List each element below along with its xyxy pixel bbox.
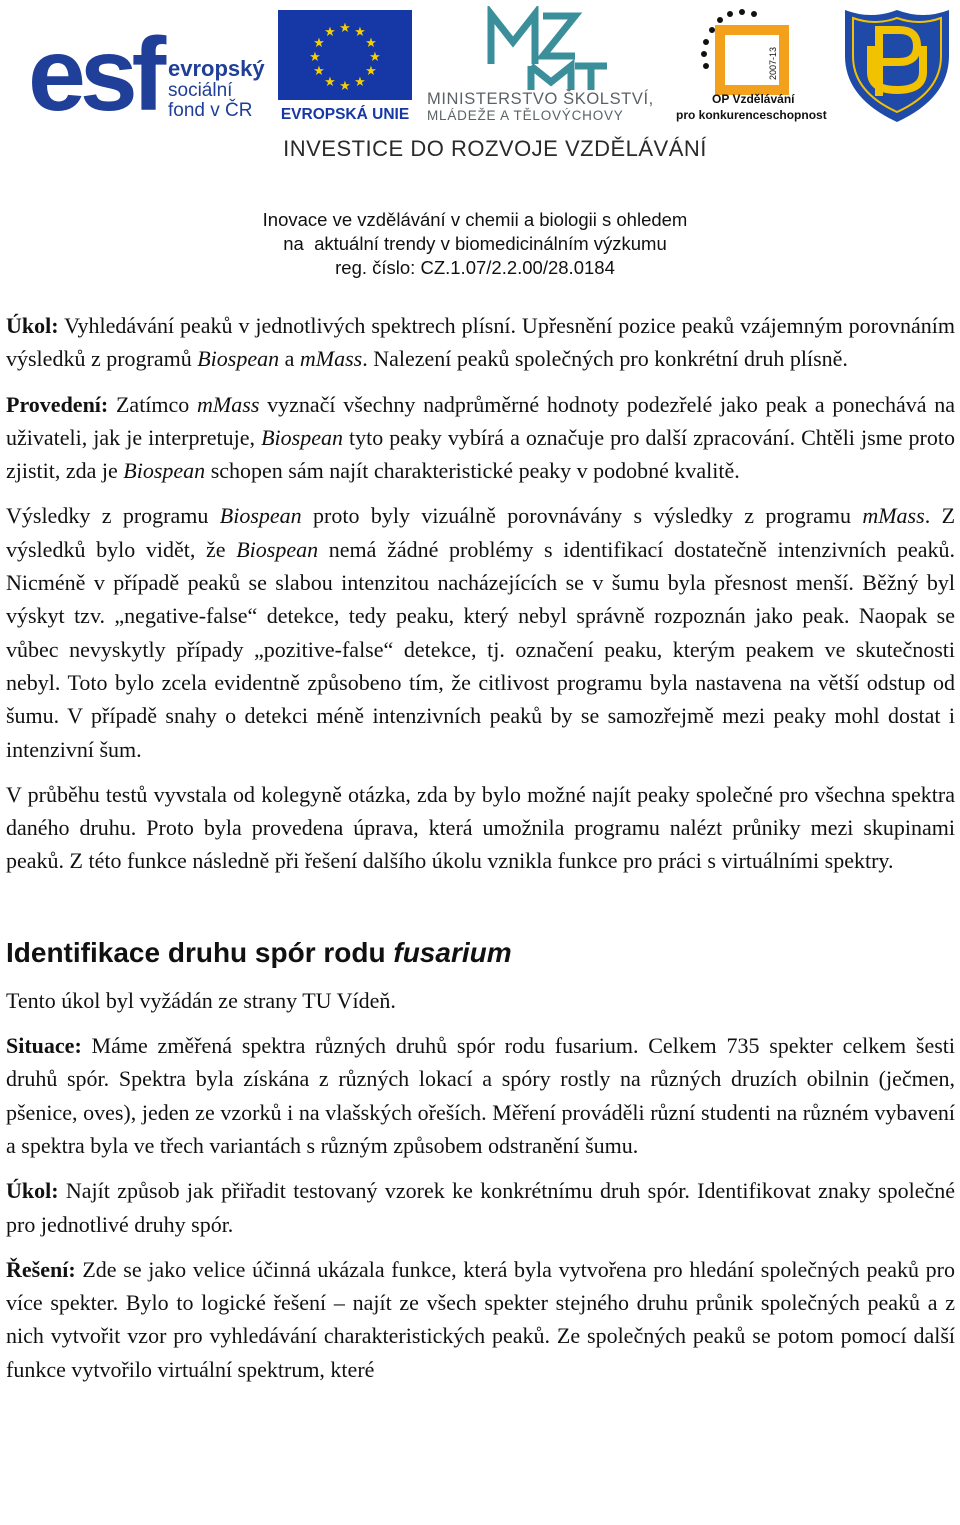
page-header	[0, 0, 960, 290]
msmt-monogram-icon	[491, 14, 607, 90]
text-run: vyznačí všechny nadprůměrné hodnoty podezřelé jako peak a ponechává na uživateli, jak je interpretuje,	[6, 391, 955, 450]
esf-logo-wordmark: esf	[28, 17, 161, 124]
op-vzdelavani-logo	[676, 6, 832, 124]
svg-text:★: ★	[339, 79, 351, 94]
svg-text:★: ★	[339, 21, 351, 36]
text-run: nemá žádné problémy s identifikací dostatečně intenzivních peaků. Nicméně v případě peaků se slabou intenzitou nacházejících se v šumu byla přesnost menší. Běžný byl výskyt tzv. „negative-false“ detekce, tedy peaku, který nebyl správně rozpoznán jako peak. Naopak se vůbec nevyskytly případy „pozitive-false“ detekce, tj. označení peaku, kterým peakem ve skutečnosti nebyl. Toto bylo zcela evidentně způsobeno tím, že citlivost programu byla nastavena na větší odstup od šumu. V případě snahy o detekci méně intenzivních peaků by se samozřejmě mezi peaky mohl dostat i intenzivní šum.	[6, 536, 955, 762]
eu-logo-caption: EVROPSKÁ UNIE	[280, 106, 410, 122]
svg-text:★: ★	[365, 36, 377, 51]
paragraph-situace	[6, 1029, 955, 1162]
svg-text:★: ★	[369, 50, 381, 65]
svg-text:★: ★	[354, 25, 366, 40]
label-reseni: Řešení:	[6, 1256, 76, 1282]
op-logo-years: 2007-13	[768, 46, 778, 80]
program-name: mMass	[299, 346, 363, 372]
paragraph-ukol	[6, 309, 955, 376]
esf-logo-line3: fond v ČR	[168, 100, 253, 121]
label-provedeni: Provedení:	[6, 391, 109, 417]
text-run: Výsledky z programu	[6, 503, 220, 529]
investice-tagline: INVESTICE DO ROZVOJE VZDĚLÁVÁNÍ	[283, 136, 707, 161]
program-name: Biospean	[236, 536, 319, 562]
esf-logo-line1: evropský	[168, 56, 265, 81]
text-run: . Z výsledků bylo vidět, že	[6, 503, 956, 562]
project-title-line1: Inovace ve vzdělávání v chemii a biologii s ohledem	[262, 209, 688, 230]
op-logo-line2: pro konkurenceschopnost	[676, 108, 827, 122]
paragraph-tento-ukol	[6, 984, 955, 1017]
university-shield-logo	[841, 6, 953, 124]
text-run: proto byly vizuálně porovnávány s výsledky z programu	[301, 503, 863, 529]
msmt-logo	[425, 6, 665, 124]
program-name: Biospean	[219, 503, 302, 529]
op-logo-line1: OP Vzdělávání	[712, 92, 795, 106]
text-run: Vyhledávání peaků v jednotlivých spektrech plísní. Upřesnění pozice peaků vzájemným porovnáním výsledků z programů	[6, 313, 955, 372]
text-run: Zatímco	[108, 391, 198, 417]
msmt-logo-line1: MINISTERSTVO ŠKOLSTVÍ,	[427, 90, 654, 108]
svg-text:★: ★	[324, 75, 336, 90]
eu-flag-logo	[276, 10, 414, 122]
program-name: Biospean	[123, 458, 206, 484]
text-run: . Nalezení peaků společných pro konkrétní druh plísně.	[362, 346, 848, 372]
esf-logo-line2: sociální	[168, 80, 233, 101]
program-name: Biospean	[197, 346, 280, 372]
text-run: a	[279, 346, 300, 372]
program-name: mMass	[862, 503, 925, 529]
text-run: Najít způsob jak přiřadit testovaný vzorek ke konkrétnímu druh spór. Identifikovat znaky společné pro jednotlivé druhy spór.	[6, 1178, 955, 1237]
label-ukol-2: Úkol:	[6, 1178, 59, 1204]
text-run: Máme změřená spektra různých druhů spór rodu fusarium. Celkem 735 spekter celkem šesti druhů spór. Spektra byla získána z různých lokací a spóry rostly na různých druzích obilnin (ječmen, pšenice, oves), jeden ze vzorků i na vlašských ořeších. Měření prováděli různí studenti na různém vybavení a spektra byla ve třech variantách s různým způsobem odstranění šumu.	[6, 1033, 955, 1158]
op-dotted-arc-icon	[701, 9, 757, 69]
project-reg-number: reg. číslo: CZ.1.07/2.2.00/28.0184	[335, 257, 615, 278]
section-heading	[6, 936, 955, 970]
text-run: Zde se jako velice účinná ukázala funkce, která byla vytvořena pro hledání společných peaků pro více spekter. Bylo to logické řešení – najít ze všech spekter stejného druhu průnik společných peaků a z nich vytvořit vzor pro vyhledávání charakteristických peaků. Ze společných peaků se potom pomocí další funkce vytvořilo virtuální spektrum, které	[6, 1256, 955, 1382]
paragraph-vysledky	[6, 499, 955, 765]
text-run: schopen sám najít charakteristické peaky v podobné kvalitě.	[205, 458, 740, 484]
text-run: tyto peaky vybírá a označuje pro další zpracování. Chtěli jsme proto zjistit, zda je	[6, 424, 955, 484]
program-name: mMass	[197, 391, 260, 417]
paragraph-reseni	[6, 1253, 955, 1386]
text-run: V průběhu testů vyvstala od kolegyně otázka, zda by bylo možné najít peaky společné pro všechna spektra daného druhu. Proto byla provedena úprava, která umožnila programu nalézt průniky mezi skupinami peaků. Z této funkce následně při řešení dalšího úkolu vznikla funkce pro práci s virtuálními spektry.	[6, 781, 955, 874]
label-ukol: Úkol:	[6, 313, 59, 338]
paragraph-provedeni	[6, 388, 955, 488]
project-info	[0, 208, 950, 280]
program-name: Biospean	[261, 424, 343, 450]
text-run: Tento úkol byl vyžádán ze strany TU Vídeň.	[6, 987, 396, 1013]
document-body	[6, 309, 955, 1386]
esf-logo	[28, 14, 268, 124]
label-situace: Situace:	[6, 1033, 82, 1059]
svg-text:★: ★	[354, 75, 366, 90]
svg-text:★: ★	[313, 64, 325, 79]
project-title-line2: na aktuální trendy v biomedicinálním výzkumu	[283, 233, 667, 254]
svg-text:★: ★	[365, 64, 377, 79]
heading-genus: fusarium	[393, 936, 512, 968]
msmt-logo-line2: MLÁDEŽE A TĚLOVÝCHOVY	[427, 108, 624, 123]
svg-text:★: ★	[313, 36, 325, 51]
svg-text:★: ★	[324, 25, 336, 40]
heading-text: Identifikace druhu spór rodu	[6, 936, 394, 968]
paragraph-ukol-2	[6, 1174, 955, 1241]
paragraph-prubeh	[6, 778, 955, 878]
svg-text:★: ★	[309, 50, 321, 65]
